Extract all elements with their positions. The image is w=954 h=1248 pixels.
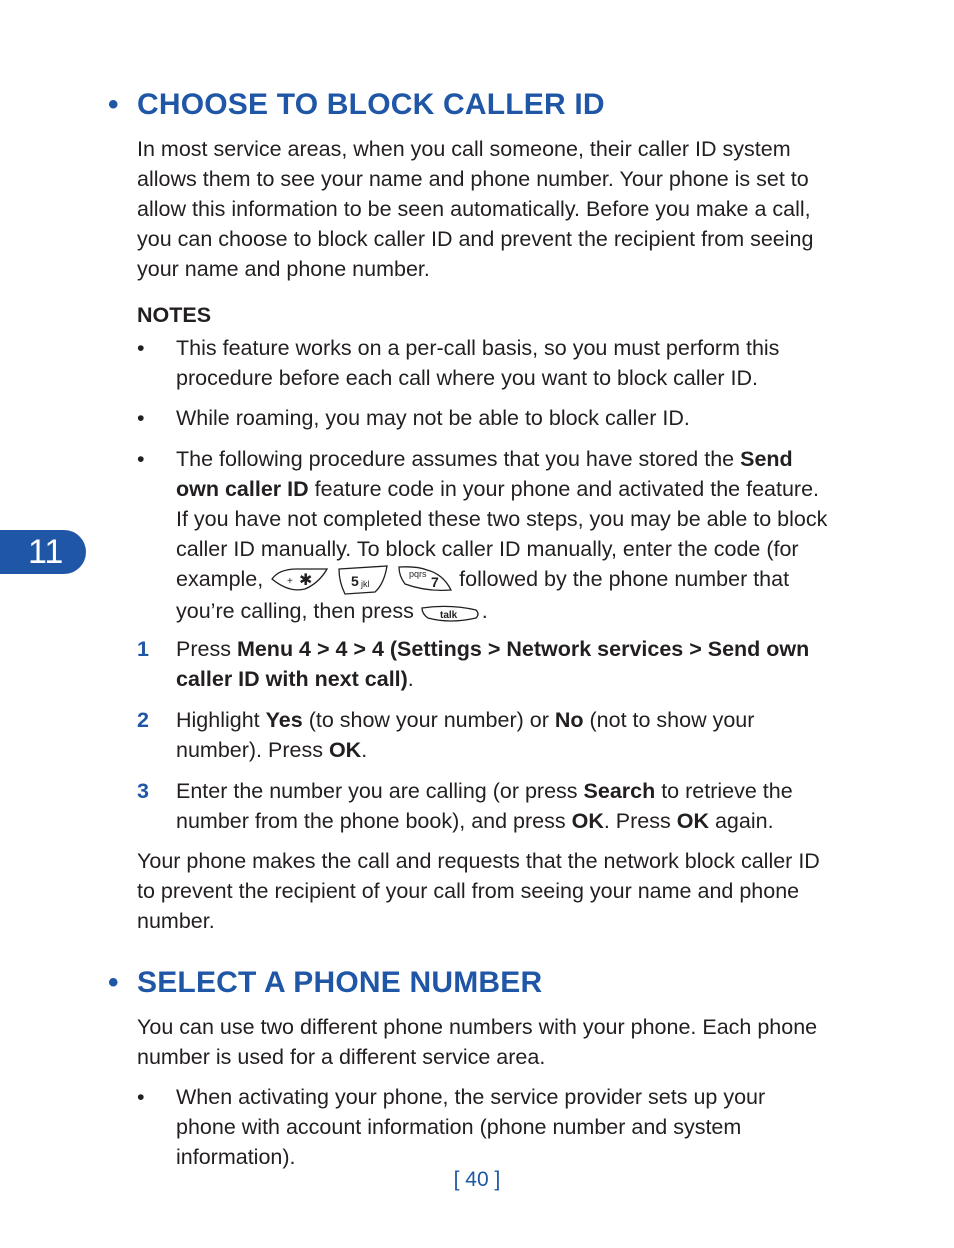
list-item-text: When activating your phone, the service provider sets up your phone with account information (phone number and system information). <box>176 1085 766 1169</box>
heading-text: CHOOSE TO BLOCK CALLER ID <box>137 88 605 121</box>
star-key-label: ✱ <box>299 570 313 590</box>
talk-key-icon <box>420 602 482 624</box>
menu-path: Menu 4 > 4 > 4 (Settings > Network services > Send own caller ID with next call) <box>176 637 810 691</box>
chapter-tab: 11 <box>0 530 86 574</box>
section2-intro-paragraph: You can use two different phone numbers with your phone. Each phone number is used for a different service area. <box>137 1015 818 1069</box>
note-text-part: . <box>481 599 488 624</box>
note-text-part: The following procedure assumes that you have stored the <box>176 447 741 471</box>
option-yes: Yes <box>265 708 303 732</box>
step-text-part: (to show your number) or <box>302 708 555 732</box>
note-text-part: feature code in your phone and activated the feature. If you have not completed these two steps, you may be able to block caller ID manually. To block caller ID manually, enter the code (for example, <box>176 477 828 591</box>
option-no: No <box>554 708 584 732</box>
step-text-part: . Press <box>603 809 677 833</box>
step-item <box>137 634 829 694</box>
note-item <box>137 444 829 626</box>
bullet: • <box>137 336 145 360</box>
step-text-part: to retrieve the number from the phone book), and press <box>176 779 793 833</box>
intro-paragraph: In most service areas, when you call someone, their caller ID system allows them to see your name and phone number. Your phone is set to allow this information to be seen automatically. Before you make a call, you can choose to block caller ID and prevent the recipient from seeing your name and phone number. <box>137 137 814 281</box>
feature-name: Send own caller ID <box>176 447 793 501</box>
note-text: While roaming, you may not be able to block caller ID. <box>176 406 690 430</box>
step-text <box>176 705 829 765</box>
seven-key-letters: pqrs <box>409 569 427 580</box>
option-search: Search <box>583 779 656 803</box>
heading-text: SELECT A PHONE NUMBER <box>137 966 543 999</box>
step-number: 3 <box>137 779 149 803</box>
star-key-icon <box>269 565 331 595</box>
option-ok: OK <box>328 738 362 762</box>
seven-key-digit: 7 <box>431 574 439 591</box>
step-item <box>137 705 829 765</box>
step-text-part: Press <box>176 637 237 661</box>
outro-paragraph: Your phone makes the call and requests that the network block caller ID to prevent the recipient of your call from seeing your name and phone number. <box>137 849 820 933</box>
five-key-letters: jkl <box>361 579 370 590</box>
step-text-part: Highlight <box>176 708 266 732</box>
step-text-part: . <box>407 667 414 691</box>
note-text-part: followed by the phone number that you’re calling, then press <box>176 567 790 624</box>
step-text <box>176 634 829 694</box>
note-item <box>137 403 829 433</box>
five-key-icon <box>337 564 391 596</box>
page-number: [ 40 ] <box>453 1168 501 1191</box>
section-heading-select-number <box>108 966 542 1000</box>
note-text: This feature works on a per-call basis, so you must perform this procedure before each call where you want to block caller ID. <box>176 336 780 390</box>
step-number: 1 <box>137 637 149 661</box>
star-key-small: + <box>287 576 294 588</box>
bullet: • <box>137 1085 145 1109</box>
list-item <box>137 1082 829 1172</box>
step-text-part: . <box>361 738 368 762</box>
step-text-part: (not to show your number). Press <box>176 708 755 762</box>
option-ok: OK <box>571 809 604 833</box>
notes-title: NOTES <box>137 303 212 327</box>
option-ok: OK <box>676 809 709 833</box>
step-number: 2 <box>137 708 149 732</box>
bullet: • <box>137 406 145 430</box>
talk-key-label: talk <box>439 609 458 621</box>
note-item <box>137 333 829 393</box>
heading-bullet: • <box>108 966 119 999</box>
step-text-part: Enter the number you are calling (or press <box>176 779 584 803</box>
section-heading-block-caller-id <box>108 88 605 122</box>
heading-bullet: • <box>108 88 119 121</box>
note-text <box>176 444 829 626</box>
five-key-digit: 5 <box>351 573 359 590</box>
step-item <box>137 776 829 836</box>
bullet: • <box>137 447 145 471</box>
seven-key-icon <box>397 564 453 596</box>
step-text <box>176 776 829 836</box>
step-text-part: again. <box>708 809 774 833</box>
